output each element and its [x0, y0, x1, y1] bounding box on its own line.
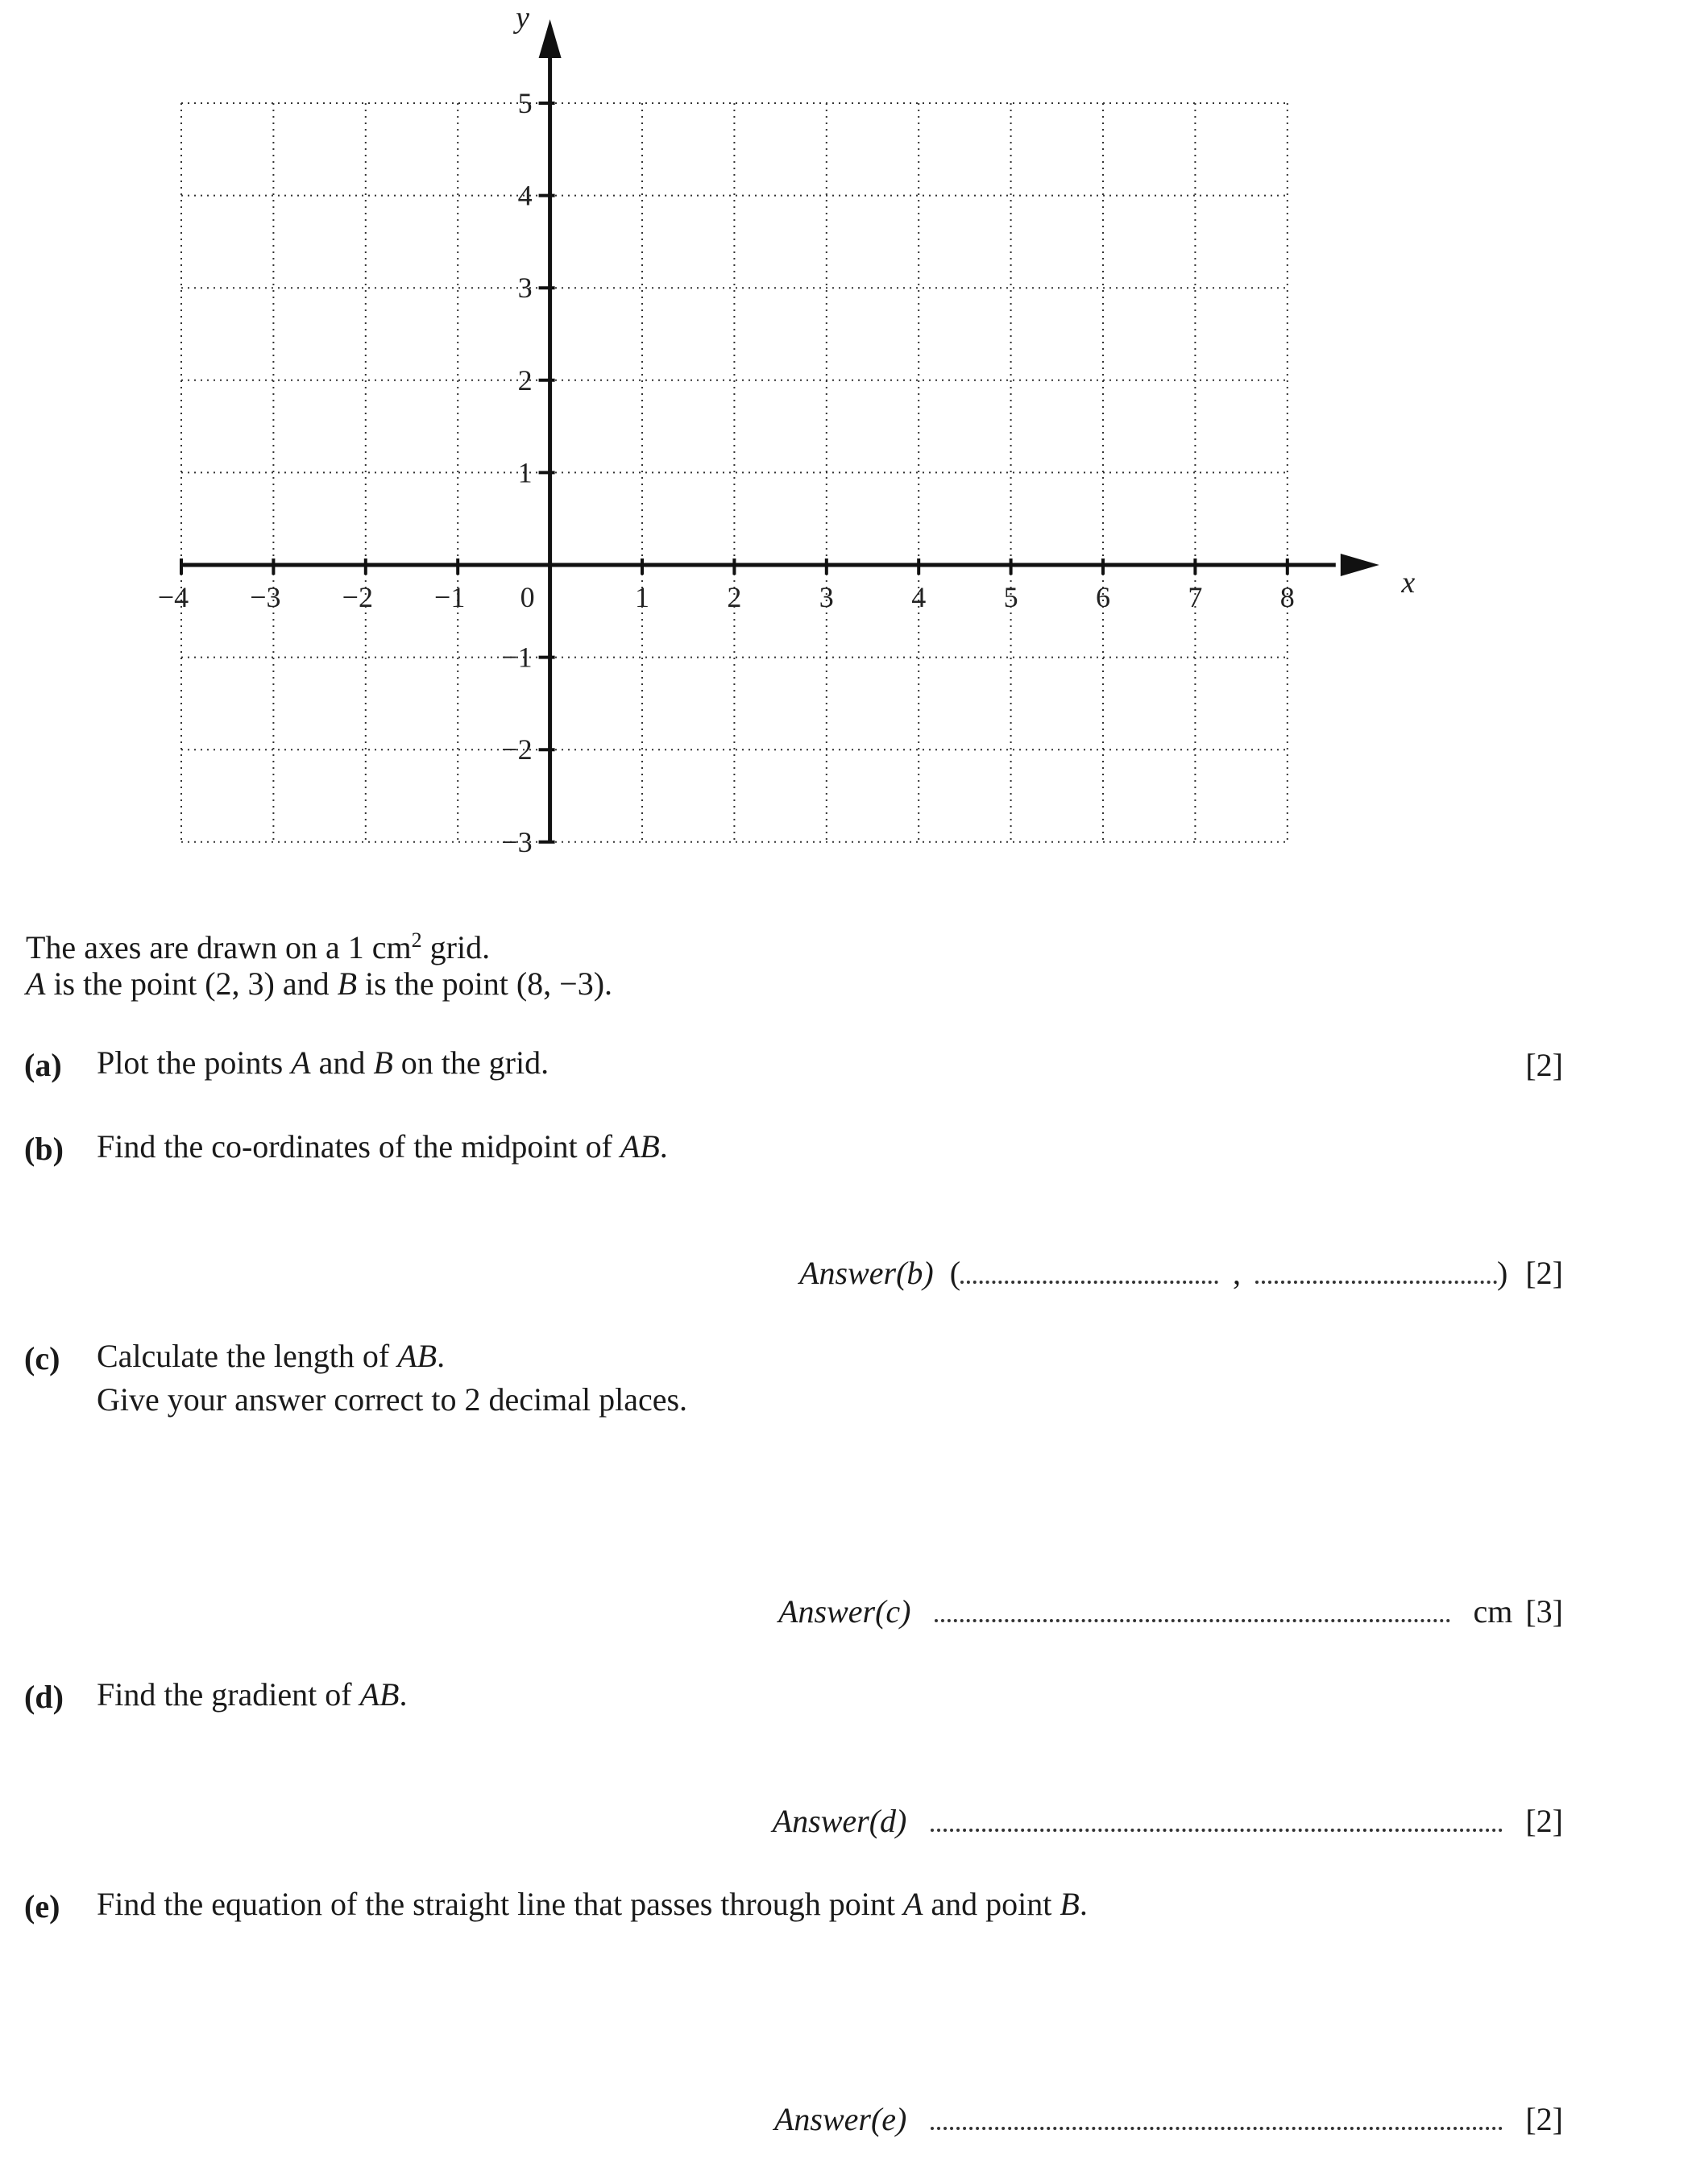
x-tick-label: 5 [1003, 581, 1018, 613]
x-tick-label: −4 [157, 581, 189, 613]
answer-e-label: Answer(e) [773, 2101, 907, 2137]
question-c-text [97, 1335, 445, 1378]
x-tick-label: 1 [635, 581, 649, 613]
answer-b-x-field[interactable] [960, 1269, 1218, 1284]
answer-b-comma: , [1233, 1255, 1242, 1291]
question-d-segment-ab: AB [359, 1676, 400, 1713]
x-axis-arrow-icon [1341, 554, 1379, 576]
y-axis-name: y [516, 1, 530, 35]
x-tick-label: −1 [434, 581, 466, 613]
question-a-point-b: B [373, 1044, 393, 1081]
question-e-marks: [2] [1525, 2101, 1563, 2137]
question-a-text-3: on the grid. [392, 1044, 549, 1081]
coordinate-grid [0, 0, 1692, 854]
intro-line-1-end: grid. [421, 929, 491, 965]
answer-b-open-paren: ( [949, 1255, 961, 1291]
intro-line-2-end: is the point (8, −3). [357, 965, 613, 1002]
question-d-text [97, 1673, 407, 1717]
y-axis-arrow-icon [539, 19, 562, 58]
point-a-symbol: A [26, 965, 46, 1002]
answer-b-label: Answer(b) [799, 1255, 934, 1291]
question-b-label: (b) [24, 1131, 64, 1167]
question-d-text-2: . [399, 1676, 408, 1713]
y-tick-label: 3 [517, 272, 533, 305]
answer-d-label: Answer(d) [772, 1803, 907, 1839]
intro-line-2 [26, 962, 612, 1006]
question-e-text-2: and point [923, 1886, 1060, 1922]
y-tick-label: 5 [517, 87, 533, 119]
question-a-text-2: and [310, 1044, 374, 1081]
question-a-label: (a) [24, 1047, 62, 1083]
question-e-text-1: Find the equation of the straight line that passes through point [97, 1886, 903, 1922]
y-tick-label: −2 [501, 733, 533, 766]
question-c-label: (c) [24, 1340, 60, 1376]
question-a-marks: [2] [1525, 1047, 1563, 1083]
point-b-symbol: B [337, 965, 358, 1002]
x-tick-label: 8 [1279, 581, 1295, 613]
intro-line-1-text: The axes are drawn on a 1 cm [26, 929, 412, 965]
x-tick-label: 4 [911, 581, 927, 613]
question-e-point-b: B [1060, 1886, 1080, 1922]
y-tick-label: 4 [517, 179, 533, 212]
origin-label: 0 [520, 581, 535, 613]
question-e-text-3: . [1079, 1886, 1088, 1922]
question-b-segment-ab: AB [620, 1128, 660, 1165]
y-tick-label: 1 [517, 456, 533, 489]
answer-c-unit: cm [1473, 1593, 1513, 1630]
question-b-text [97, 1125, 668, 1169]
question-c-segment-ab: AB [397, 1338, 438, 1374]
answer-c-label: Answer(c) [778, 1593, 911, 1630]
question-c-text-2: . [437, 1338, 446, 1374]
question-a-text-1: Plot the points [97, 1044, 292, 1081]
question-d-label: (d) [24, 1679, 64, 1715]
x-axis-name: x [1401, 566, 1416, 600]
question-a-text [97, 1041, 549, 1085]
x-tick-label: −3 [250, 581, 281, 613]
question-d-marks: [2] [1525, 1803, 1563, 1839]
x-tick-label: 2 [727, 581, 742, 613]
question-c-text-1: Calculate the length of [97, 1338, 398, 1374]
y-tick-label: −3 [501, 825, 533, 854]
question-c-instruction: Give your answer correct to 2 decimal places. [97, 1381, 688, 1418]
answer-c [778, 1592, 1563, 1630]
question-b-text-1: Find the co-ordinates of the midpoint of [97, 1128, 620, 1165]
answer-d-field[interactable] [931, 1817, 1503, 1832]
answer-c-field[interactable] [935, 1608, 1450, 1622]
y-tick-label: −1 [501, 641, 533, 674]
x-tick-label: 3 [819, 581, 834, 613]
x-tick-label: 6 [1096, 581, 1110, 613]
answer-b-close-paren: ) [1497, 1255, 1508, 1291]
question-c-marks: [3] [1525, 1593, 1563, 1630]
answer-b-y-field[interactable] [1255, 1269, 1497, 1284]
intro-line-1-sup: 2 [411, 928, 422, 952]
answer-e [774, 2100, 1563, 2138]
question-a-point-a: A [291, 1044, 311, 1081]
question-b-text-2: . [659, 1128, 668, 1165]
y-tick-label: 2 [517, 363, 533, 397]
x-tick-label: 7 [1188, 581, 1203, 613]
x-tick-label: −2 [342, 581, 373, 613]
answer-b [799, 1254, 1563, 1292]
question-e-label: (e) [24, 1888, 60, 1924]
question-e-text [97, 1883, 1088, 1926]
intro-line-2-mid: is the point (2, 3) and [45, 965, 338, 1002]
answer-d [773, 1802, 1563, 1840]
answer-e-field[interactable] [931, 2115, 1503, 2130]
question-d-text-1: Find the gradient of [97, 1676, 360, 1713]
question-b-marks: [2] [1525, 1255, 1563, 1291]
question-e-point-a: A [902, 1886, 923, 1922]
